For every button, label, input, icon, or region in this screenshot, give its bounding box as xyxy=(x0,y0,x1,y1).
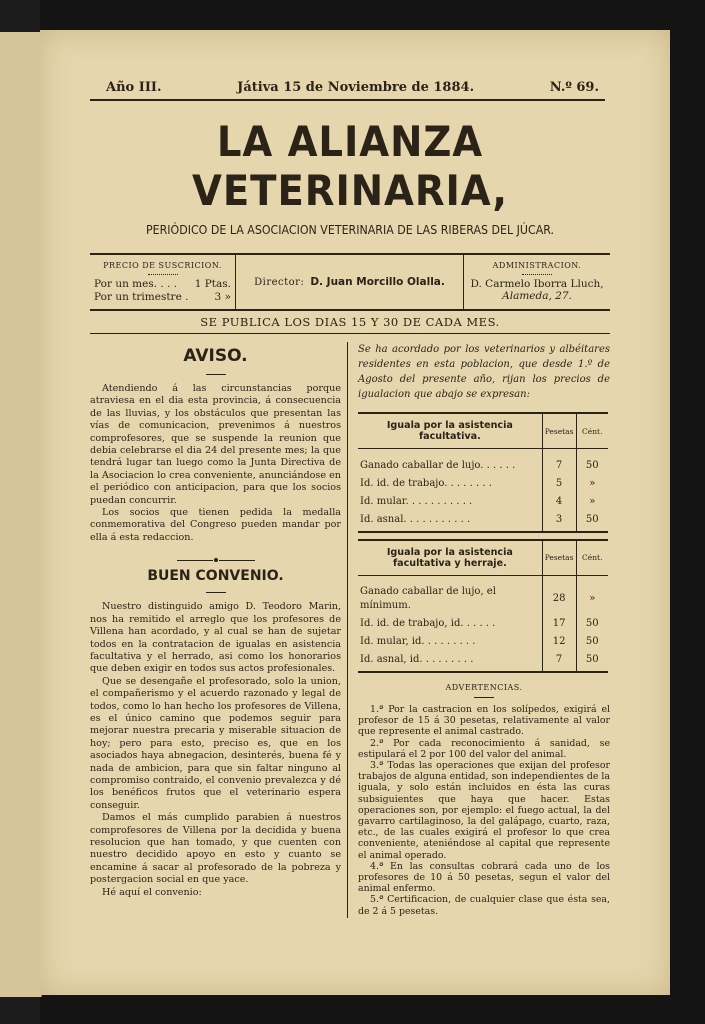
advertencia-item: 5.ª Certificacion, de cualquier clase que ésta sea, de 2 á 5 pesetas. xyxy=(358,894,610,917)
price-value: 3 » xyxy=(214,291,231,303)
admin-name: D. Carmelo Iborra Lluch, xyxy=(470,278,604,290)
columns xyxy=(90,342,610,918)
masthead-subtitle: PERIÓDICO DE LA ASOCIACION VETERINARIA DE LAS RIBERAS DEL JÚCAR. xyxy=(145,223,555,237)
advertencia-item: 1.ª Por la castracion en los solípedos, exigirá el profesor de 15 á 30 pesetas, relativamente al valor que represente el animal castrado. xyxy=(358,704,610,738)
table-title: Iguala por la asistencia facultativa y herraje. xyxy=(358,540,542,576)
convenio-paragraph: Nuestro distinguido amigo D. Teodoro Marin, nos ha remitido el arreglo que los profesores de Villena han acordado, y al cual se han de sujetar todos en la contratacion de igualas en asistencia facultativa y el herrado, asi como los honorarios que deben exigir en todos sus actos profesionales. xyxy=(90,601,341,675)
convenio-paragraph: Que se desengañe el profesorado, solo la union, el compañerismo y el acuerdo razonado y legal de todos, como lo han hecho los profesores de Villena, es el único camino que podemos seguir para mejorar nuestra precaria y miserable situacion de hoy; pero para esto, preciso es, que en los asociados haya abnegacion, desinterés, buena fé y nada de ambicion, para que sin faltar ninguno al compromiso contraido, el convenio prevalezca y dé los benéficos frutos que el veterinario espera conseguir. xyxy=(90,675,341,811)
price-row xyxy=(94,291,231,304)
issue-number: N.º 69. xyxy=(549,80,599,95)
col-pesetas: Pesetas xyxy=(542,540,576,576)
price-row xyxy=(94,278,231,291)
convenio-paragraph: Damos el más cumplido parabien á nuestros comprofesores de Villena por la decidida y buena resolucion que han tomado, y que cuenten con nuestro decidido apoyo en esto y cuanto se encamine á sacar al profesorado de la pobreza y postergacion social en que yace. xyxy=(90,812,341,886)
admin-title: ADMINISTRACION. xyxy=(492,261,582,270)
heading-rule xyxy=(474,697,494,698)
masthead-title: LA ALIANZA VETERINARIA, xyxy=(192,117,508,215)
iguala-table-asistencia xyxy=(358,412,608,533)
director-box xyxy=(236,255,464,309)
director-name: D. Juan Morcillo Olalla. xyxy=(310,276,445,288)
iguala-table-herraje xyxy=(358,539,608,674)
table-title: Iguala por la asistencia facultativa. xyxy=(358,413,542,449)
right-column xyxy=(348,342,610,918)
table-row: Id. asnal. . . . . . . . . . . 3 50 xyxy=(358,511,608,532)
heading-rule xyxy=(206,374,226,375)
divider-flourish xyxy=(148,272,178,275)
col-pesetas: Pesetas xyxy=(542,413,576,449)
price-value: 1 Ptas. xyxy=(194,278,231,290)
convenio-paragraph: Hé aquí el convenio: xyxy=(102,886,202,898)
dateline-bar xyxy=(90,80,605,101)
price-label: Por un trimestre . xyxy=(94,291,189,303)
director-label: Director: xyxy=(254,276,305,288)
left-column xyxy=(90,342,348,918)
advertencia-item: 3.ª Todas las operaciones que exijan del profesor trabajos de alguna entidad, son independientes de la iguala, y solo están incluidos en ésta las curas subsiguientes que haya que hacer. Estas operaciones son, por ejemplo: el fuego actual, la del gavarro cartilaginoso, la del galápago, cuarto, raza, etc., de las cuales exigirá el profesor lo que crea conveniente, ateniéndose al capital que represente el animal operado. xyxy=(358,760,610,861)
advertencia-item: 4.ª En las consultas cobrará cada uno de los profesores de 10 á 50 pesetas, segun el valor del animal enfermo. xyxy=(358,860,610,895)
page-content xyxy=(90,80,610,918)
intro-text: Se ha acordado por los veterinarios y albéitares residentes en esta poblacion, que desde 1.º de Agosto del presente año, rijan los precios de igualacion que abajo se expresan: xyxy=(358,344,610,400)
table-row: Id. id. de trabajo. . . . . . . . 5 » xyxy=(358,475,608,493)
year-label: Año III. xyxy=(106,80,162,95)
price-label: Por un mes. . . . xyxy=(94,278,178,290)
admin-address: Alameda, 27. xyxy=(502,290,572,302)
advertencias-title: ADVERTENCIAS. xyxy=(445,683,523,692)
aviso-paragraph: Atendiendo á las circunstancias porque atraviesa en el dia esta provincia, á consecuencia de las lluvias, y los obstáculos que presentan las vías de comunicacion, prevenimos á nuestros comprofesores, que se suspende la reunion que debia celebrarse el dia 24 del presente mes; la que tendrá lugar tan luego como la Junta Directiva de la Asociacion lo crea conveniente, anunciándose en el periódico con anticipacion, para que los socios puedan concurrir. xyxy=(90,383,341,506)
col-cent: Cént. xyxy=(576,540,608,576)
info-bar xyxy=(90,253,610,311)
publication-note: SE PUBLICA LOS DIAS 15 Y 30 DE CADA MES. xyxy=(90,315,610,334)
divider-flourish xyxy=(522,272,552,275)
table-row: Ganado caballar de lujo. . . . . . 7 50 xyxy=(358,457,608,475)
section-ornament xyxy=(90,558,341,562)
previous-page-edge xyxy=(0,32,42,997)
table-row: Id. id. de trabajo, id. . . . . . 17 50 xyxy=(358,615,608,633)
col-cent: Cént. xyxy=(576,413,608,449)
table-row: Id. mular, id. . . . . . . . . 12 50 xyxy=(358,633,608,651)
heading-rule xyxy=(206,592,226,593)
table-row: Id. asnal, id. . . . . . . . . 7 50 xyxy=(358,651,608,672)
subscription-title: PRECIO DE SUSCRICION. xyxy=(103,261,222,270)
newspaper-page xyxy=(40,30,670,995)
convenio-heading: BUEN CONVENIO. xyxy=(147,568,284,585)
table-row: Id. mular. . . . . . . . . . . 4 » xyxy=(358,493,608,511)
dateline: Játiva 15 de Noviembre de 1884. xyxy=(237,80,475,95)
aviso-paragraph: Los socios que tienen pedida la medalla conmemorativa del Congreso pueden mandar por ella á esta redaccion. xyxy=(90,507,341,543)
subscription-box xyxy=(90,255,236,309)
aviso-heading: AVISO. xyxy=(183,346,248,366)
admin-box xyxy=(464,255,610,309)
advertencia-item: 2.ª Por cada reconocimiento á sanidad, se estipulará el 2 por 100 del valor del animal. xyxy=(358,737,610,760)
table-row: Ganado caballar de lujo, el mínimum. 28 » xyxy=(358,583,608,615)
